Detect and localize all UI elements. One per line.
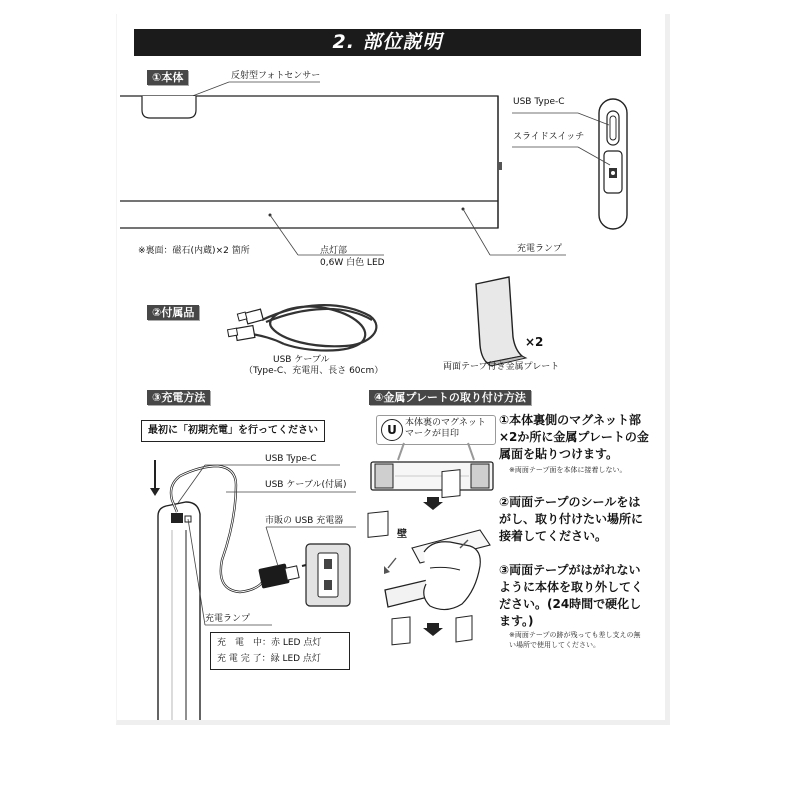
install-step-3-note: ※両面テープの跡が残っても差し支えの無い場所で使用してください。 bbox=[509, 631, 641, 649]
section-tag-main-unit: ①本体 bbox=[147, 70, 188, 85]
cable-title: USB ケーブル bbox=[273, 355, 330, 365]
section-tag-charging: ③充電方法 bbox=[147, 390, 210, 405]
label-photo-sensor: 反射型フォトセンサー bbox=[231, 71, 321, 81]
section-tag-plate-install: ④金属プレートの取り付け方法 bbox=[369, 390, 531, 405]
status-complete: 充 電 完 了：緑 LED 点灯 bbox=[217, 654, 321, 664]
magnet-mark-line2: マークが目印 bbox=[405, 429, 460, 439]
install-step-1-note: ※両面テープ面を本体に接着しない。 bbox=[509, 466, 627, 474]
section-tag-accessories: ②付属品 bbox=[147, 305, 199, 320]
magnet-icon: U bbox=[381, 419, 403, 441]
plate-caption: 両面テープ付き金属プレート bbox=[443, 362, 560, 372]
wall-label: 壁 bbox=[397, 529, 407, 540]
label-back-magnet: ※裏面：磁石(内蔵)×2 箇所 bbox=[138, 246, 250, 256]
label-usb-charger: 市販の USB 充電器 bbox=[265, 516, 344, 526]
magnet-mark-line1: 本体裏のマグネット bbox=[405, 418, 486, 428]
label-charge-lamp-2: 充電ランプ bbox=[205, 614, 251, 624]
install-step-1: ①本体裏側のマグネット部×2か所に金属プレートの金属面を貼りつけます。 bbox=[499, 413, 649, 461]
label-charge-usb-c: USB Type-C bbox=[265, 454, 317, 464]
install-step-3: ③両面テープがはがれないように本体を取り外してください。(24時間で硬化します。) bbox=[499, 563, 644, 628]
label-slide-switch: スライドスイッチ bbox=[513, 132, 585, 142]
cable-detail: （Type-C、充電用、長さ 60cm） bbox=[244, 366, 384, 376]
plate-quantity: ×2 bbox=[525, 335, 544, 349]
section-header: 2. 部位説明 bbox=[134, 29, 641, 56]
status-charging: 充 電 中：赤 LED 点灯 bbox=[217, 638, 322, 648]
label-led-spec: 0,6W 白色 LED bbox=[320, 258, 385, 268]
label-usb-type-c: USB Type-C bbox=[513, 97, 565, 107]
install-step-2: ②両面テープのシールをはがし、取り付けたい場所に接着してください。 bbox=[499, 495, 644, 543]
label-charge-cable: USB ケーブル(付属) bbox=[265, 480, 347, 490]
label-light-part: 点灯部 bbox=[320, 246, 348, 256]
first-charge-notice: 最初に「初期充電」を行ってください bbox=[141, 420, 325, 442]
label-charge-lamp: 充電ランプ bbox=[517, 244, 563, 254]
